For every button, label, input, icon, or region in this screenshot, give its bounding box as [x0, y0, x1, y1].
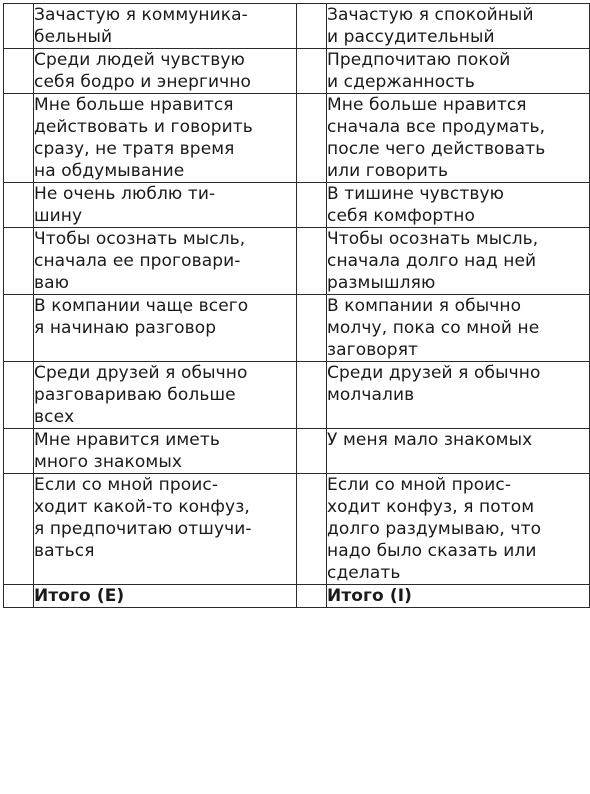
statement-line: надо было сказать или [327, 541, 537, 561]
e-statement [34, 474, 297, 585]
e-checkbox-cell[interactable] [4, 429, 34, 474]
e-statement [34, 429, 297, 474]
statement-line: всех [34, 407, 75, 427]
statement-line: Среди людей чувствую [34, 50, 245, 70]
statement-line: Если со мной проис- [34, 475, 219, 495]
statement-line: ваю [34, 273, 70, 293]
table-row [4, 4, 590, 49]
statement-line: Мне больше нравится [327, 95, 527, 115]
statement-line: Среди друзей я обычно [327, 363, 541, 383]
i-statement [327, 295, 590, 362]
statement-line: Предпочитаю покой [327, 50, 511, 70]
i-checkbox-cell[interactable] [297, 183, 327, 228]
statement-line: бельный [34, 27, 113, 47]
i-checkbox-cell[interactable] [297, 429, 327, 474]
statement-line: сделать [327, 563, 401, 583]
i-checkbox-cell[interactable] [297, 474, 327, 585]
table-row [4, 94, 590, 183]
i-statement [327, 474, 590, 585]
statement-line: и рассудительный [327, 27, 495, 47]
statement-line: ваться [34, 541, 95, 561]
statement-line: Чтобы осознать мысль, [34, 229, 246, 249]
i-total-label: Итого (I) [327, 585, 590, 608]
e-statement [34, 228, 297, 295]
e-checkbox-cell[interactable] [4, 295, 34, 362]
statement-line: себя комфортно [327, 206, 475, 226]
statement-line: Не очень люблю ти- [34, 184, 216, 204]
statement-line: молчалив [327, 385, 415, 405]
i-statement [327, 49, 590, 94]
statement-line: сразу, не тратя время [34, 139, 235, 159]
statement-line: на обдумывание [34, 161, 185, 181]
i-statement [327, 429, 590, 474]
statement-line: В тишине чувствую [327, 184, 505, 204]
i-checkbox-cell[interactable] [297, 228, 327, 295]
statement-line: Среди друзей я обычно [34, 363, 248, 383]
statement-line: Зачастую я коммуника- [34, 5, 248, 25]
i-total-input-cell[interactable] [297, 585, 327, 608]
statement-line: и сдержанность [327, 72, 475, 92]
table-row [4, 429, 590, 474]
e-checkbox-cell[interactable] [4, 4, 34, 49]
e-checkbox-cell[interactable] [4, 228, 34, 295]
i-statement [327, 4, 590, 49]
totals-row [4, 585, 590, 608]
statement-line: ходит какой-то конфуз, [34, 497, 250, 517]
e-total-input-cell[interactable] [4, 585, 34, 608]
statement-line: я начинаю разговор [34, 318, 217, 338]
statement-line: долго раздумываю, что [327, 519, 542, 539]
e-statement [34, 295, 297, 362]
table-row [4, 362, 590, 429]
e-statement [34, 362, 297, 429]
e-statement [34, 49, 297, 94]
e-statement [34, 94, 297, 183]
statement-line: много знакомых [34, 452, 183, 472]
extravert-introvert-table [3, 3, 590, 608]
e-checkbox-cell[interactable] [4, 474, 34, 585]
statement-line: действовать и говорить [34, 117, 253, 137]
e-checkbox-cell[interactable] [4, 362, 34, 429]
statement-line: заговорят [327, 340, 419, 360]
table-row [4, 228, 590, 295]
statement-line: Мне больше нравится [34, 95, 234, 115]
i-statement [327, 228, 590, 295]
statement-line: сначала ее проговари- [34, 251, 241, 271]
statement-line: я предпочитаю отшучи- [34, 519, 252, 539]
i-statement [327, 94, 590, 183]
statement-line: сначала долго над ней [327, 251, 537, 271]
statement-line: Если со мной проис- [327, 475, 512, 495]
statement-line: Чтобы осознать мысль, [327, 229, 539, 249]
i-checkbox-cell[interactable] [297, 295, 327, 362]
table-body [4, 4, 590, 608]
i-statement [327, 362, 590, 429]
statement-line: Мне нравится иметь [34, 430, 220, 450]
e-checkbox-cell[interactable] [4, 49, 34, 94]
statement-line: себя бодро и энергично [34, 72, 252, 92]
statement-line: разговариваю больше [34, 385, 236, 405]
table-row [4, 49, 590, 94]
e-checkbox-cell[interactable] [4, 94, 34, 183]
i-checkbox-cell[interactable] [297, 362, 327, 429]
statement-line: В компании чаще всего [34, 296, 249, 316]
statement-line: В компании я обычно [327, 296, 522, 316]
statement-line: У меня мало знакомых [327, 430, 533, 450]
e-checkbox-cell[interactable] [4, 183, 34, 228]
statement-line: молчу, пока со мной не [327, 318, 540, 338]
statement-line: шину [34, 206, 83, 226]
statement-line: сначала все продумать, [327, 117, 546, 137]
statement-line: Зачастую я спокойный [327, 5, 534, 25]
e-statement [34, 183, 297, 228]
statement-line: ходит конфуз, я потом [327, 497, 535, 517]
i-checkbox-cell[interactable] [297, 4, 327, 49]
e-total-label: Итого (E) [34, 585, 297, 608]
statement-line: после чего действовать [327, 139, 546, 159]
statement-line: размышляю [327, 273, 436, 293]
i-statement [327, 183, 590, 228]
table-row [4, 474, 590, 585]
i-checkbox-cell[interactable] [297, 49, 327, 94]
i-checkbox-cell[interactable] [297, 94, 327, 183]
table-row [4, 295, 590, 362]
e-statement [34, 4, 297, 49]
table-row [4, 183, 590, 228]
statement-line: или говорить [327, 161, 449, 181]
